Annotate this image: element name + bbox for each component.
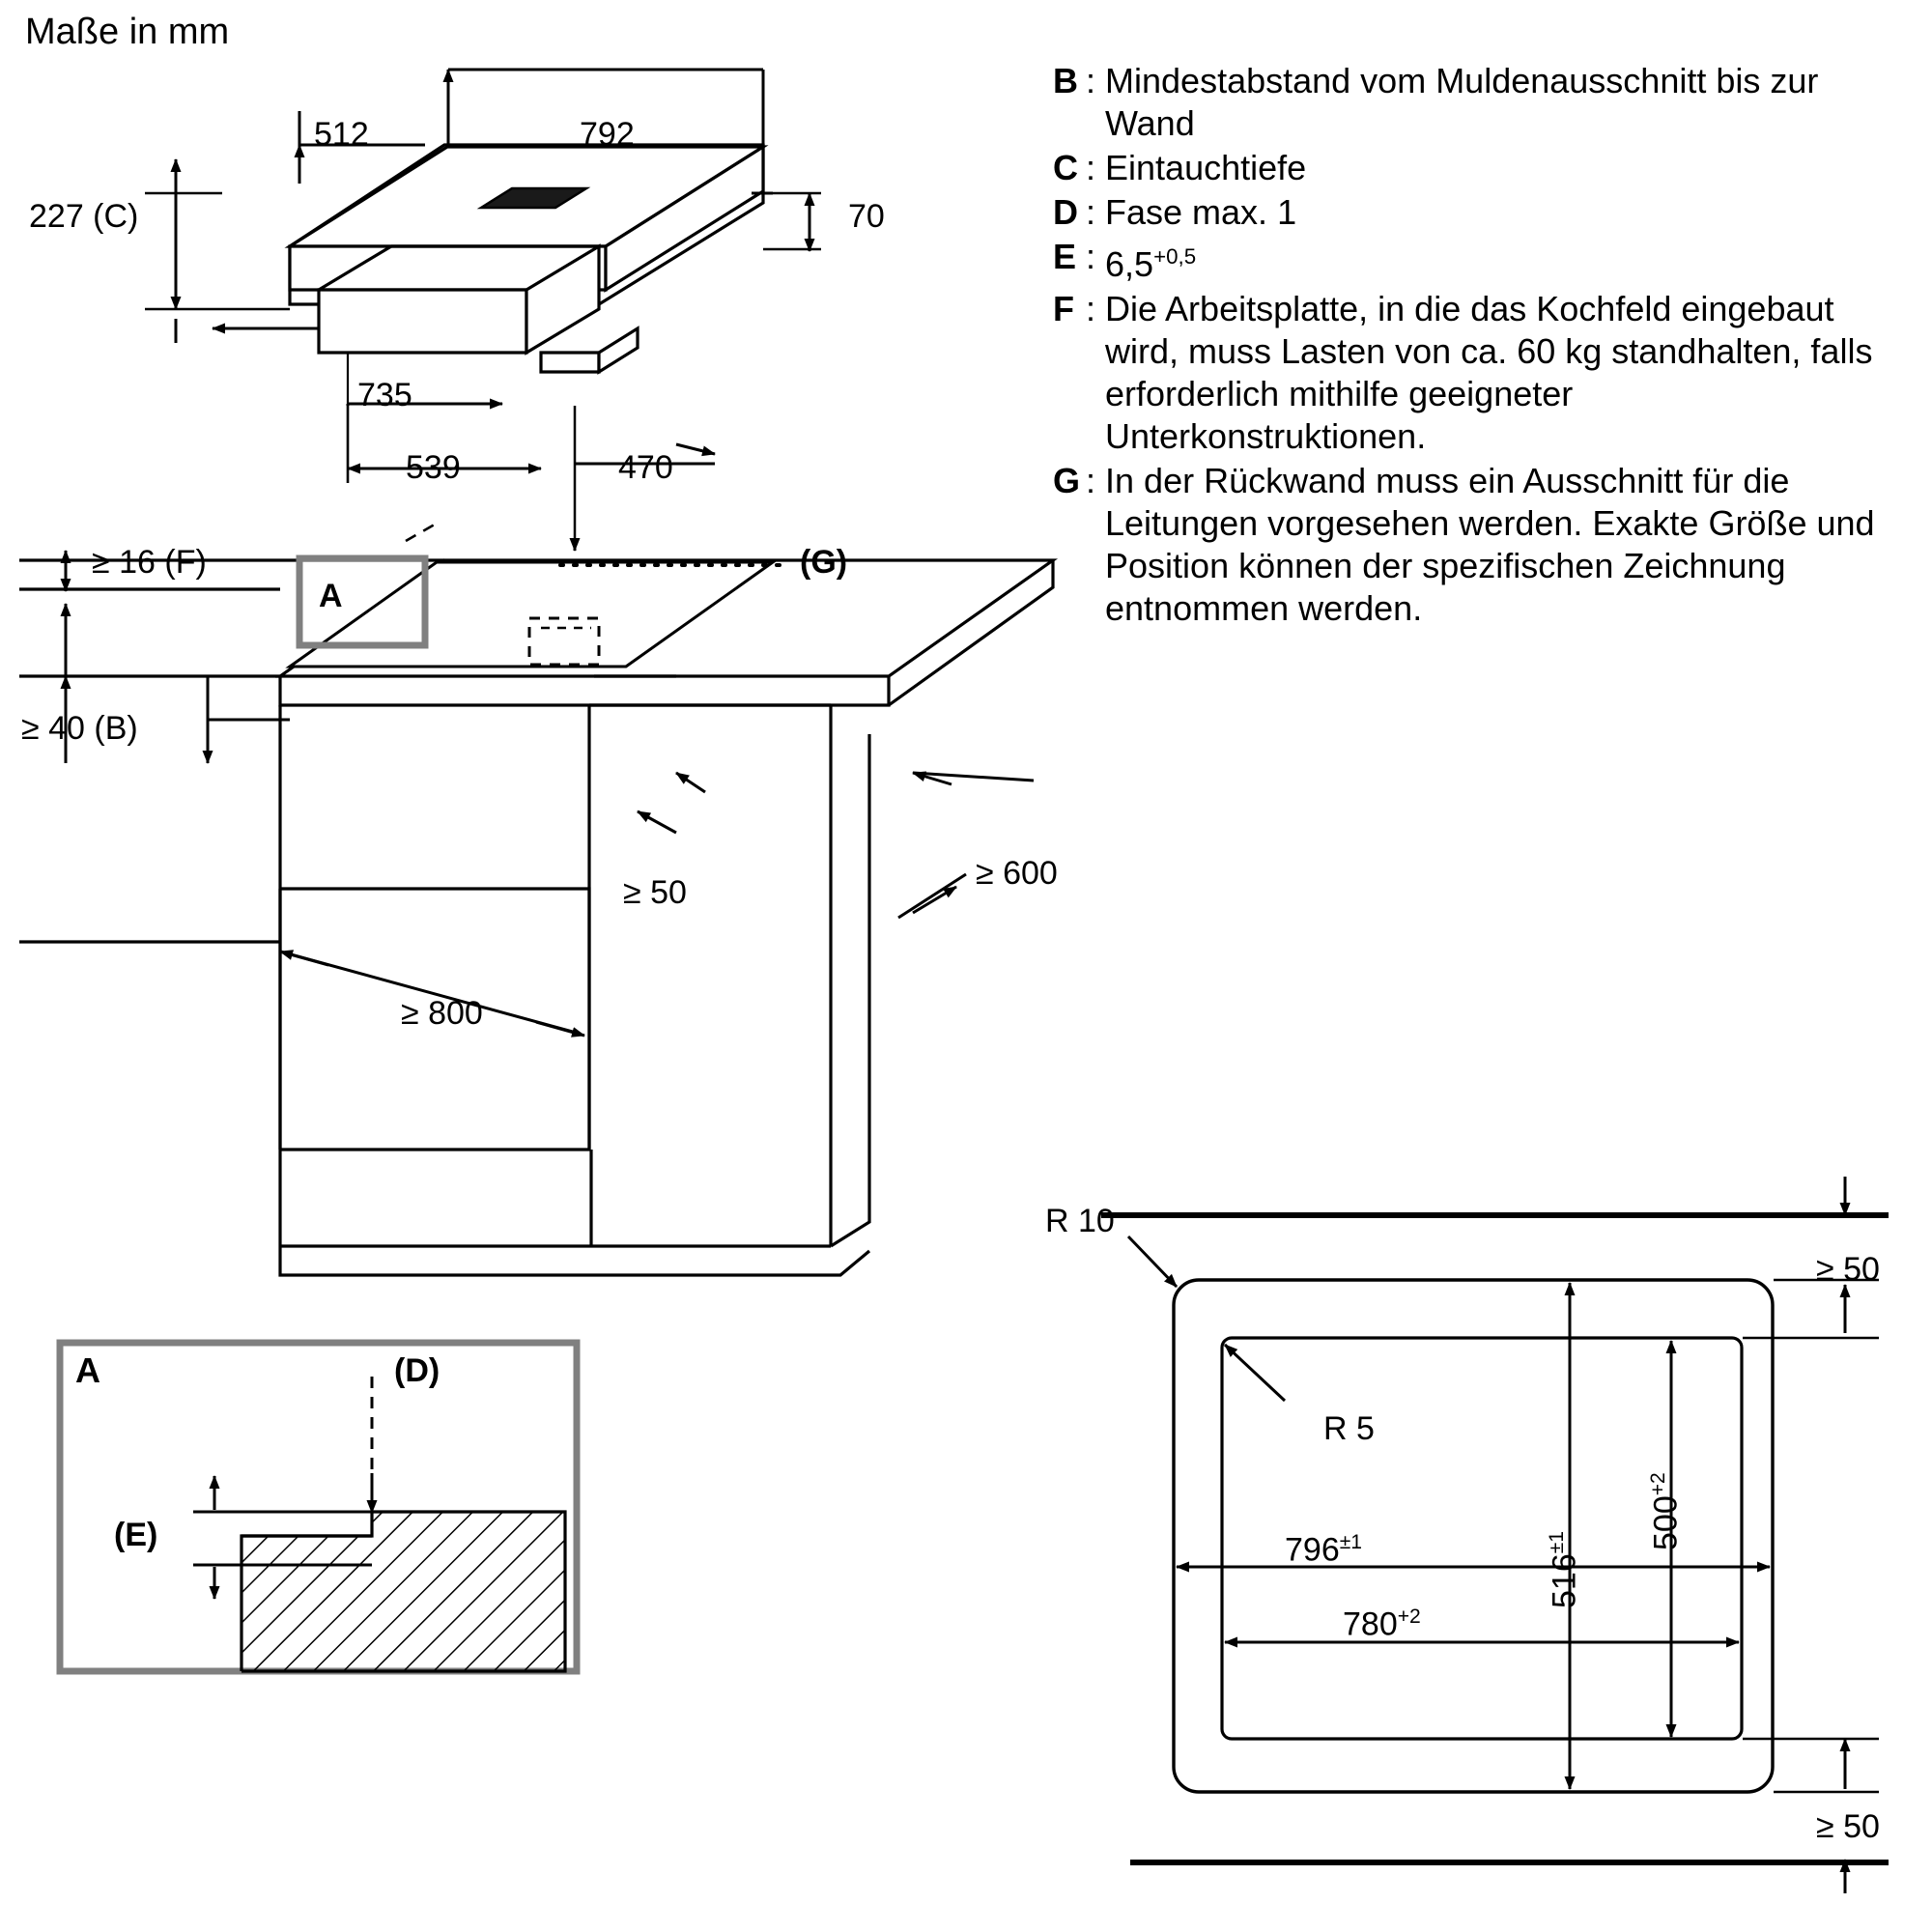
label-500: $500^{+2}$ — [1647, 1472, 1685, 1550]
legend-colon: : — [1086, 148, 1096, 187]
downdraft-foot — [541, 353, 599, 372]
detail-a-leader — [406, 522, 440, 541]
legend-key-b: B — [1053, 61, 1078, 100]
dim-800-arrow-l — [280, 952, 328, 965]
cutout-plan-view — [1101, 1177, 1889, 1893]
dim-label-227c: 227 (C) — [29, 198, 139, 235]
legend-text-g: In der Rückwand muss ein Ausschnitt für die Leitungen vorgesehen werden. Exakte Größe und Position können der spezifischen Zeichnung entnommen werden. — [1105, 461, 1875, 628]
dim-label-600: ≥ 600 — [976, 855, 1058, 892]
label-780: $780^{+2}$ — [1343, 1605, 1421, 1643]
dim-label-16f: ≥ 16 (F) — [92, 544, 207, 581]
detail-a-view — [60, 1343, 577, 1671]
dim-800-arrow-r — [536, 1022, 584, 1036]
marker-label-g: (G) — [800, 544, 848, 581]
worktop-front-edge — [280, 676, 889, 705]
legend-colon: : — [1086, 192, 1096, 232]
label-r10: R 10 — [1045, 1203, 1115, 1239]
dim-label-792: 792 — [580, 116, 635, 153]
detail-e-label: (E) — [114, 1517, 158, 1553]
dim-470-arrow — [676, 444, 715, 454]
dim-label-512: 512 — [314, 116, 369, 153]
dim-50-arrow-b — [638, 811, 676, 833]
r10-leader — [1128, 1236, 1177, 1287]
legend-key-g: G — [1053, 461, 1081, 500]
downdraft-foot-side — [599, 328, 638, 372]
label-500-tol: +2 — [1647, 1472, 1669, 1496]
page-title: Maße in mm — [25, 12, 230, 52]
label-top-clearance: ≥ 50 — [1816, 1251, 1880, 1288]
label-516: $516^{\pm 1}$ — [1546, 1530, 1583, 1608]
detail-d-label: (D) — [394, 1352, 440, 1389]
dim-50-arrow-a — [676, 773, 705, 792]
legend-text-c: Eintauchtiefe — [1105, 148, 1307, 187]
dim-600-arrow-down — [913, 887, 956, 913]
legend-key-f: F — [1053, 289, 1074, 328]
r5-leader — [1225, 1345, 1285, 1401]
legend-key-d: D — [1053, 192, 1078, 232]
legend-colon: : — [1086, 289, 1096, 328]
dim-label-40b: ≥ 40 (B) — [21, 710, 138, 747]
cabinet-plinth — [280, 1246, 869, 1275]
label-516-tol: ±1 — [1546, 1530, 1568, 1554]
dim-label-539: 539 — [406, 449, 461, 486]
label-r5: R 5 — [1323, 1410, 1375, 1447]
label-bottom-clearance: ≥ 50 — [1816, 1808, 1880, 1845]
legend-key-e: E — [1053, 237, 1077, 276]
hob-isometric-view — [145, 70, 821, 551]
dim-label-800: ≥ 800 — [401, 995, 483, 1032]
legend-key-c: C — [1053, 148, 1078, 187]
dim-label-50: ≥ 50 — [623, 874, 687, 911]
dim-label-70: 70 — [848, 198, 885, 235]
legend-colon: : — [1086, 461, 1096, 500]
legend-text-f: Die Arbeitsplatte, in die das Kochfeld eingebaut wird, muss Lasten von ca. 60 kg standhalten, falls erforderlich mithilfe geeigneter Unterkonstruktionen. — [1105, 289, 1873, 456]
legend-e-tolerance: +0,5 — [1153, 244, 1197, 269]
legend-text-e: $6,5^{+0,5}$ — [1105, 244, 1197, 284]
legend-text-d: Fase max. 1 — [1105, 192, 1297, 232]
dim-600-lower — [898, 874, 966, 918]
downdraft-box-front — [319, 290, 526, 353]
marker-label-a: A — [319, 578, 343, 614]
label-796-tol: ±1 — [1339, 1531, 1363, 1553]
dim-label-735: 735 — [357, 377, 412, 413]
dim-label-470: 470 — [618, 449, 673, 486]
detail-a-marker-label: A — [75, 1350, 100, 1390]
label-780-tol: +2 — [1397, 1605, 1421, 1628]
legend-colon: : — [1086, 237, 1096, 276]
label-796: $796^{\pm 1}$ — [1285, 1531, 1363, 1569]
legend-colon: : — [1086, 61, 1096, 100]
cabinet-isometric-view — [19, 522, 1053, 1275]
cabinet-right-side — [831, 734, 869, 1246]
legend-text-b: Mindestabstand vom Muldenausschnitt bis zur Wand — [1105, 61, 1819, 143]
